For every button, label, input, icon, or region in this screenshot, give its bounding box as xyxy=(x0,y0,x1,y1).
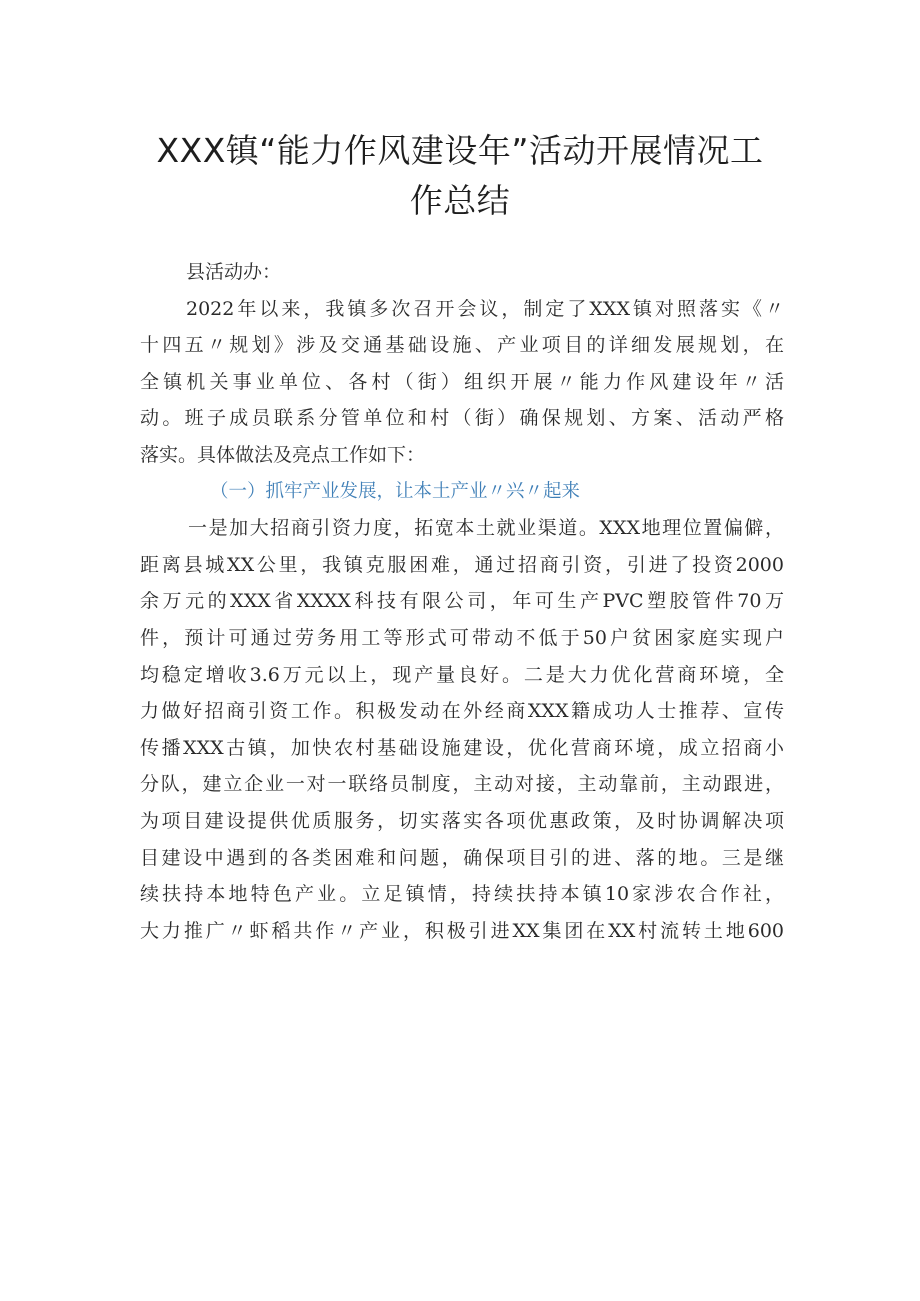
paragraph-1-line: 动。班子成员联系分管单位和村（街）确保规划、方案、活动严格 xyxy=(140,407,784,430)
document-body xyxy=(140,254,784,949)
paragraph-2-line: 大力推广〃虾稻共作〃产业，积极引进XX集团在XX村流转土地600 xyxy=(140,919,784,942)
title-line-2: 作总结 xyxy=(409,181,511,220)
paragraph-2-line: 传播XXX古镇，加快农村基础设施建设，优化营商环境，成立招商小 xyxy=(140,736,784,759)
paragraph-2-line: 均稳定增收3.6万元以上，现产量良好。二是大力优化营商环境，全 xyxy=(140,663,784,686)
paragraph-2-line: 续扶持本地特色产业。立足镇情，持续扶持本镇10家涉农合作社， xyxy=(140,883,784,906)
paragraph-2-line: 目建设中遇到的各类困难和问题，确保项目引的进、落的地。三是继 xyxy=(140,846,784,869)
section-heading: （一）抓牢产业发展，让本土产业〃兴〃起来 xyxy=(210,480,581,502)
paragraph-2-line: 余万元的XXX省XXXX科技有限公司，年可生产PVC塑胶管件70万 xyxy=(140,590,784,613)
paragraph-2-line: 件，预计可通过劳务用工等形式可带动不低于50户贫困家庭实现户 xyxy=(140,626,784,649)
paragraph-1-line: 全镇机关事业单位、各村（街）组织开展〃能力作风建设年〃活 xyxy=(140,370,784,393)
paragraph-1-line: 十四五〃规划》涉及交通基础设施、产业项目的详细发展规划，在 xyxy=(140,334,784,357)
paragraph-1-line: 落实。具体做法及亮点工作如下： xyxy=(140,443,426,466)
paragraph-2-line: 为项目建设提供优质服务，切实落实各项优惠政策，及时协调解决项 xyxy=(140,809,784,832)
salutation: 县活动办： xyxy=(186,261,282,283)
title-line-1: XXX镇“能力作风建设年”活动开展情况工 xyxy=(156,131,764,170)
paragraph-2-line: 一是加大招商引资力度，拓宽本土就业渠道。XXX地理位置偏僻， xyxy=(188,517,784,540)
paragraph-1-line: 2022年以来，我镇多次召开会议，制定了XXX镇对照落实《〃 xyxy=(186,297,784,320)
document-title xyxy=(120,126,800,226)
paragraph-2-line: 力做好招商引资工作。积极发动在外经商XXX籍成功人士推荐、宣传 xyxy=(140,700,784,723)
paragraph-2-line: 距离县城XX公里，我镇克服困难，通过招商引资，引进了投资2000 xyxy=(140,553,784,576)
paragraph-2-line: 分队，建立企业一对一联络员制度，主动对接，主动靠前，主动跟进， xyxy=(140,773,784,796)
